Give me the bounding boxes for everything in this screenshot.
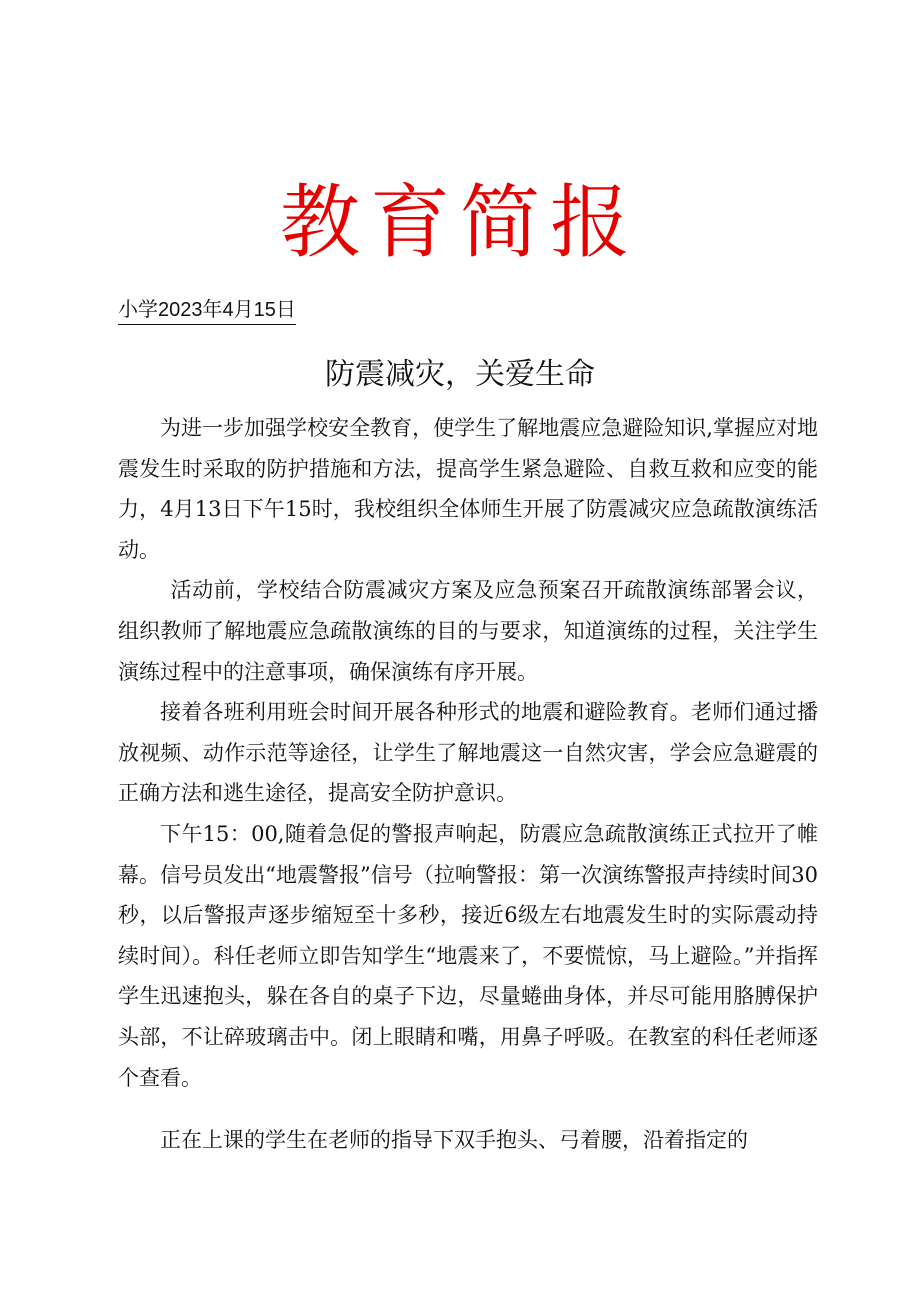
dateline: 小学2023年4月15日 [118, 296, 296, 325]
article-title: 防震减灾，关爱生命 [325, 357, 595, 392]
paragraph: 接着各班利用班会时间开展各种形式的地震和避险教育。老师们通过播放视频、动作示范等途径，让学生了解地震这一自然灾害，学会应急避震的正确方法和逃生途径，提高安全防护意识。 [118, 700, 818, 806]
paragraph: 正在上课的学生在老师的指导下双手抱头、弓着腰，沿着指定的 [160, 1128, 748, 1153]
masthead-title: 教育简报 [280, 176, 640, 269]
paragraph: 活动前，学校结合防震减灾方案及应急预案召开疏散演练部署会议，组织教师了解地震应急疏散演练的目的与要求，知道演练的过程，关注学生演练过程中的注意事项，确保演练有序开展。 [118, 578, 818, 684]
article-body [118, 408, 818, 1161]
paragraph: 下午15：00,随着急促的警报声响起，防震应急疏散演练正式拉开了帷幕。信号员发出“地震警报”信号（拉响警报：第一次演练警报声持续时间30秒，以后警报声逐步缩短至十多秒，接近6级左右地震发生时的实际震动持续时间）。科任老师立即告知学生“地震来了，不要慌惊，马上避险。”并指挥学生迅速抱头，躲在各自的桌子下边，尽量蜷曲身体，并尽可能用胳膊保护头部，不让碎玻璃击中。闭上眼睛和嘴，用鼻子呼吸。在教室的科任老师逐个查看。 [118, 821, 818, 1090]
paragraph: 为进一步加强学校安全教育，使学生了解地震应急避险知识,掌握应对地震发生时采取的防护措施和方法，提高学生紧急避险、自救互救和应变的能力，4月13日下午15时，我校组织全体师生开展了防震减灾应急疏散演练活动。 [118, 416, 818, 562]
